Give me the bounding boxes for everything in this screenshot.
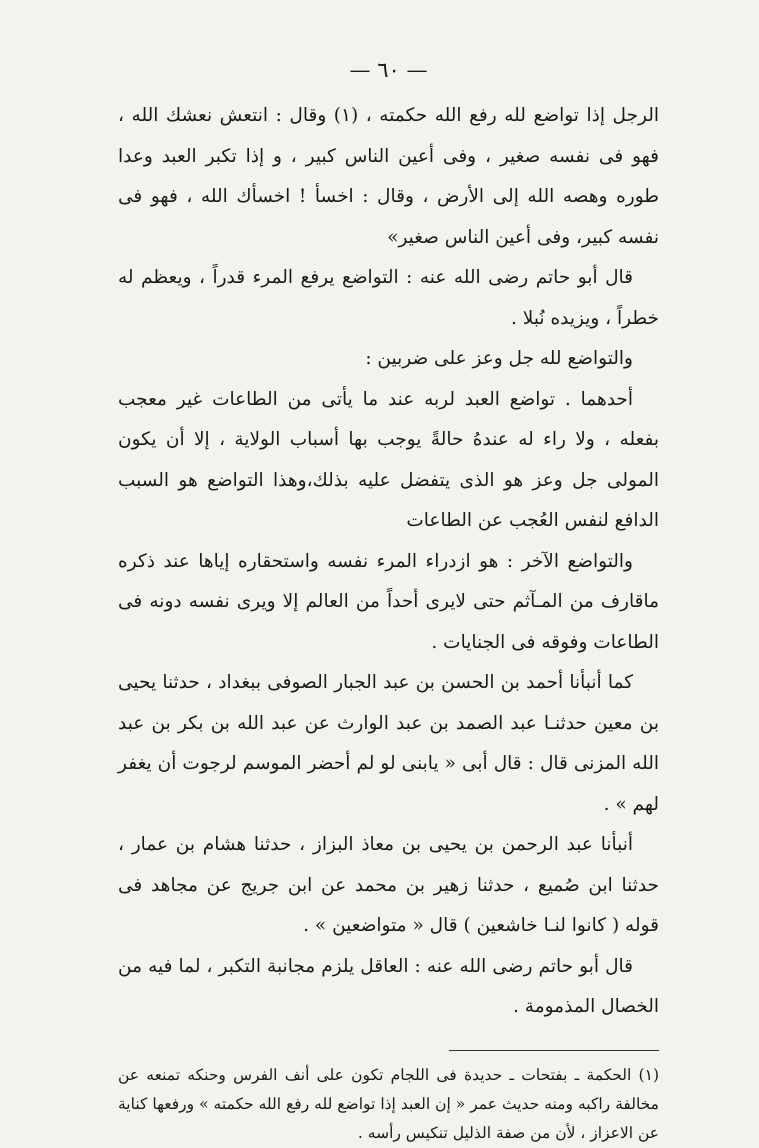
paragraph: قال أبو حاتم رضى الله عنه : العاقل يلزم مجانبة التكبر ، لما فيه من الخصال المذمومة . xyxy=(118,955,659,1017)
paragraph: كما أنبأنا أحمد بن الحسن بن عبد الجبار الصوفى ببغداد ، حدثنا يحيى بن معين حدثنـا عبد الصمد بن عبد الوارث عن عبد الله بن بكر بن عبد الله المزنى قال : قال أبى « يابنى لو لم أحضر الموسم لرجوت أن يغفر لهم » . xyxy=(118,672,659,815)
paragraph: والتواضع الآخر : هو ازدراء المرء نفسه واستحقاره إياها عند ذكره ماقارف من المـآثم حتى لايرى أحداً من العالم إلا ويرى نفسه دونه فى الطاعات وفوقه فى الجنايات . xyxy=(118,550,659,653)
paragraph: أنبأنا عبد الرحمن بن يحيى بن معاذ البزاز ، حدثنا هشام بن عمار ، حدثنا ابن صُميع ، حدثنا زهير بن محمد عن ابن جريج عن مجاهد فى قوله ( كانوا لنـا خاشعين ) قال « متواضعين » . xyxy=(118,834,659,936)
footnote-divider xyxy=(449,1050,659,1051)
paragraph: أحدهما . تواضع العبد لربه عند ما يأتى من الطاعات غير معجب بفعله ، ولا راء له عندهُ حالةً يوجب بها أسباب الولاية ، إلا أن يكون المولى جل وعز هو الذى يتفضل عليه بذلك،وهذا التواضع هو السبب الدافع لنفس العُجب عن الطاعات xyxy=(118,388,659,531)
page-number: — ٦٠ — xyxy=(349,58,428,82)
footnote xyxy=(118,1061,659,1148)
paragraph: الرجل إذا تواضع لله رفع الله حكمته ، (١) وقال : انتعش نعشك الله ، فهو فى نفسه صغير ، وفى أعين الناس كبير ، و إذا تكبر العبد وعدا طوره وهصه الله إلى الأرض ، وقال : اخسأ ! اخسأك الله ، فهو فى نفسه كبير، وفى أعين الناس صغير» xyxy=(118,105,659,248)
paragraph: قال أبو حاتم رضى الله عنه : التواضع يرفع المرء قدراً ، ويعظم له خطراً ، ويزيده نُبلا . xyxy=(118,267,659,329)
footnote-text: (١) الحكمة ـ بفتحات ـ حديدة فى اللجام تكون على أنف الفرس وحنكه تمنعه عن مخالفة راكبه ومنه حديث عمر « إن العبد إذا تواضع لله رفع الله حكمته » ورفعها كناية عن الاعزاز ، لأن من صفة الذليل تنكيس رأسه . xyxy=(118,1065,659,1142)
body-text xyxy=(118,96,659,1028)
paragraph: والتواضع لله جل وعز على ضربين : xyxy=(365,348,633,369)
